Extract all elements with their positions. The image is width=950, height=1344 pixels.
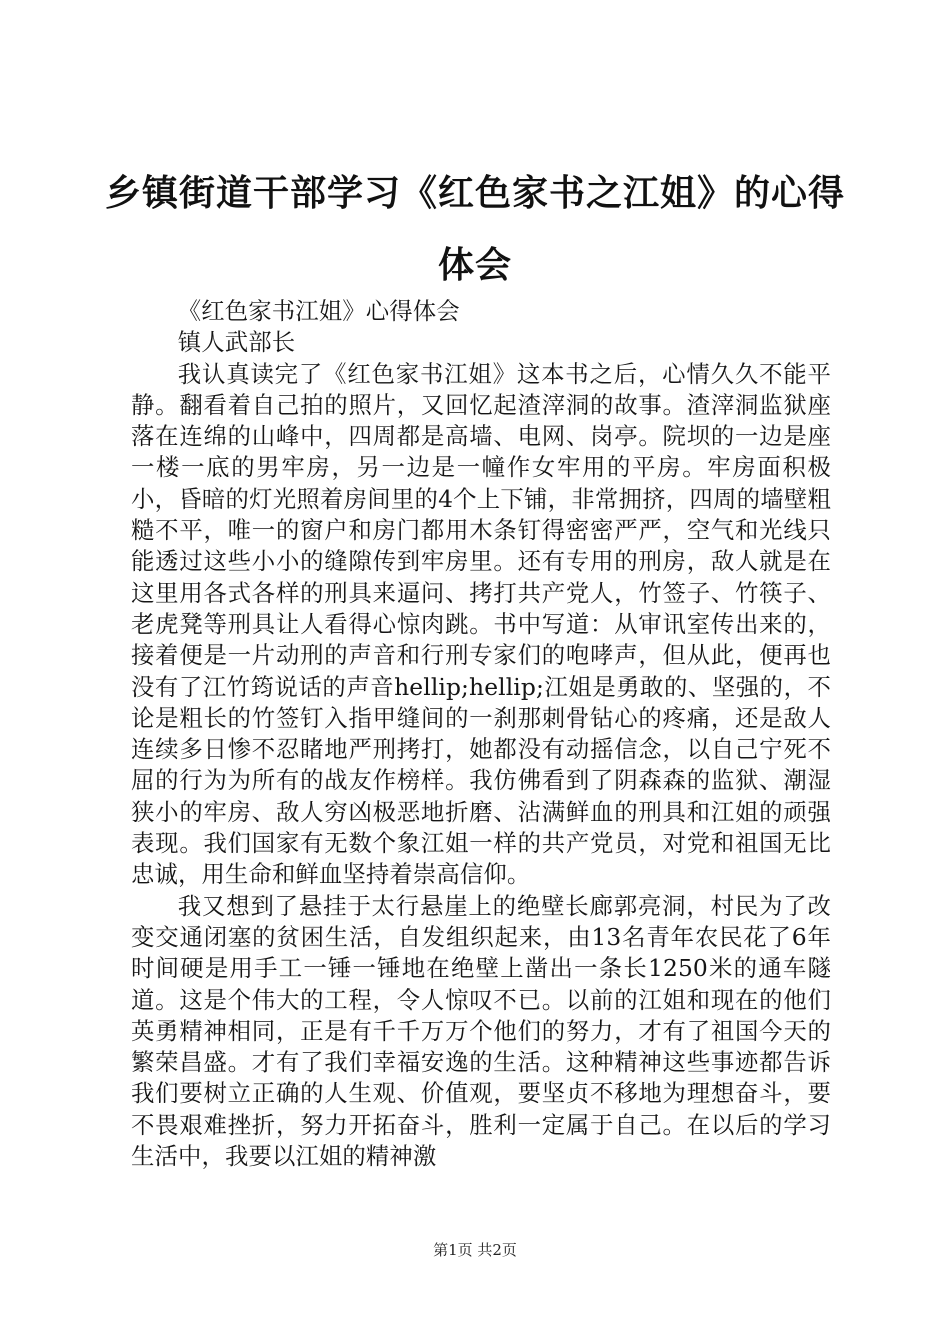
document-title: 乡镇街道干部学习《红色家书之江姐》的心得体会 — [104, 173, 845, 286]
page-indicator: 第1页 共2页 — [433, 1241, 517, 1259]
document-body — [131, 296, 831, 1172]
document-subtitle: 《红色家书江姐》心得体会 — [177, 297, 460, 325]
paragraph-1: 我认真读完了《红色家书江姐》这本书之后，心情久久不能平静。翻看着自己拍的照片，又回忆起渣滓洞的故事。渣滓洞监狱座落在连绵的山峰中，四周都是高墙、电网、岗亭。院坝的一边是座一楼一底的男牢房，另一边是一幢作女牢用的平房。牢房面积极小，昏暗的灯光照着房间里的4个上下铺，非常拥挤，四周的墙壁粗糙不平，唯一的窗户和房门都用木条钉得密密严严，空气和光线只能透过这些小小的缝隙传到牢房里。还有专用的刑房，敌人就是在这里用各式各样的刑具来逼问、拷打共产党人，竹签子、竹筷子、老虎凳等刑具让人看得心惊肉跳。书中写道：从审讯室传出来的，接着便是一片动刑的声音和行刑专家们的咆哮声，但从此，便再也没有了江竹筠说话的声音hellip;hellip;江姐是勇敢的、坚强的，不论是粗长的竹签钉入指甲缝间的一刹那刺骨钻心的疼痛，还是敌人连续多日惨不忍睹地严刑拷打，她都没有动摇信念，以自己宁死不屈的行为为所有的战友作榜样。我仿佛看到了阴森森的监狱、潮湿狭小的牢房、敌人穷凶极恶地折磨、沾满鲜血的刑具和江姐的顽强表现。我们国家有无数个象江姐一样的共产党员，对党和祖国无比忠诚，用生命和鲜血坚持着崇高信仰。 — [131, 359, 831, 889]
page-footer — [0, 1240, 950, 1260]
document-author: 镇人武部长 — [177, 328, 296, 357]
paragraph-2: 我又想到了悬挂于太行悬崖上的绝壁长廊郭亮洞，村民为了改变交通闭塞的贫困生活，自发组织起来，由13名青年农民花了6年时间硬是用手工一锤一锤地在绝壁上凿出一条长1250米的通车隧道。这是个伟大的工程，令人惊叹不已。以前的江姐和现在的他们英勇精神相同，正是有千千万万个他们的努力，才有了祖国今天的繁荣昌盛。才有了我们幸福安逸的生活。这种精神这些事迹都告诉我们要树立正确的人生观、价值观，要坚贞不移地为理想奋斗，要不畏艰难挫折，努力开拓奋斗，胜利一定属于自己。在以后的学习生活中，我要以江姐的精神激 — [131, 891, 831, 1171]
